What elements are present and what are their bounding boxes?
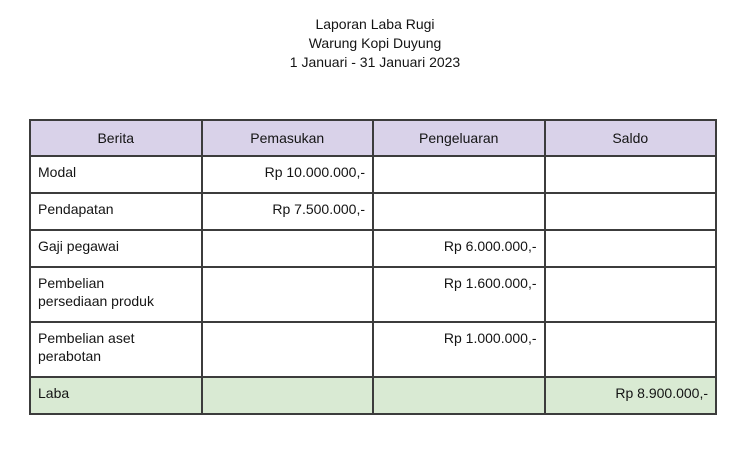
table-row-modal: [30, 156, 716, 193]
cell-pemasukan: Rp 10.000.000,-: [202, 156, 374, 193]
report-title-block: [0, 0, 750, 72]
cell-pengeluaran: [373, 193, 545, 230]
cell-saldo: [545, 267, 717, 322]
cell-saldo: [545, 230, 717, 267]
cell-pengeluaran: Rp 1.600.000,-: [373, 267, 545, 322]
cell-berita: [30, 156, 202, 193]
cell-pemasukan: [202, 377, 374, 414]
cell-berita-text: Laba: [38, 385, 70, 401]
company-name: Warung Kopi Duyung: [308, 35, 442, 51]
cell-berita: [30, 322, 202, 377]
column-header-pemasukan: Pemasukan: [202, 120, 374, 156]
report-title: Laporan Laba Rugi: [315, 16, 435, 32]
cell-saldo: [545, 193, 717, 230]
table-row-pembelian-aset-perabotan: [30, 322, 716, 377]
cell-saldo: [545, 156, 717, 193]
cell-berita-text: Modal: [38, 164, 77, 180]
cell-pengeluaran: Rp 6.000.000,-: [373, 230, 545, 267]
table-row-pembelian-persediaan-produk: [30, 267, 716, 322]
cell-pengeluaran: [373, 377, 545, 414]
cell-pemasukan: [202, 267, 374, 322]
cell-berita-text: Pembelian aset perabotan: [38, 330, 135, 364]
column-header-pengeluaran: Pengeluaran: [373, 120, 545, 156]
table-row-laba-total: [30, 377, 716, 414]
column-header-saldo: Saldo: [545, 120, 717, 156]
cell-saldo: Rp 8.900.000,-: [545, 377, 717, 414]
table-header-row: [30, 120, 716, 156]
cell-berita-text: Pembelian persediaan produk: [38, 275, 154, 309]
cell-pengeluaran: Rp 1.000.000,-: [373, 322, 545, 377]
cell-pengeluaran: [373, 156, 545, 193]
report-period: 1 Januari - 31 Januari 2023: [289, 54, 461, 70]
cell-berita-text: Gaji pegawai: [38, 238, 119, 254]
cell-berita: [30, 193, 202, 230]
cell-berita: [30, 230, 202, 267]
cell-berita-text: Pendapatan: [38, 201, 114, 217]
cell-pemasukan: [202, 230, 374, 267]
cell-berita: [30, 377, 202, 414]
cell-pemasukan: [202, 322, 374, 377]
cell-pemasukan: Rp 7.500.000,-: [202, 193, 374, 230]
income-statement-table: [29, 119, 717, 415]
cell-berita: [30, 267, 202, 322]
table-row-pendapatan: [30, 193, 716, 230]
table-row-gaji-pegawai: [30, 230, 716, 267]
cell-saldo: [545, 322, 717, 377]
column-header-berita: Berita: [30, 120, 202, 156]
